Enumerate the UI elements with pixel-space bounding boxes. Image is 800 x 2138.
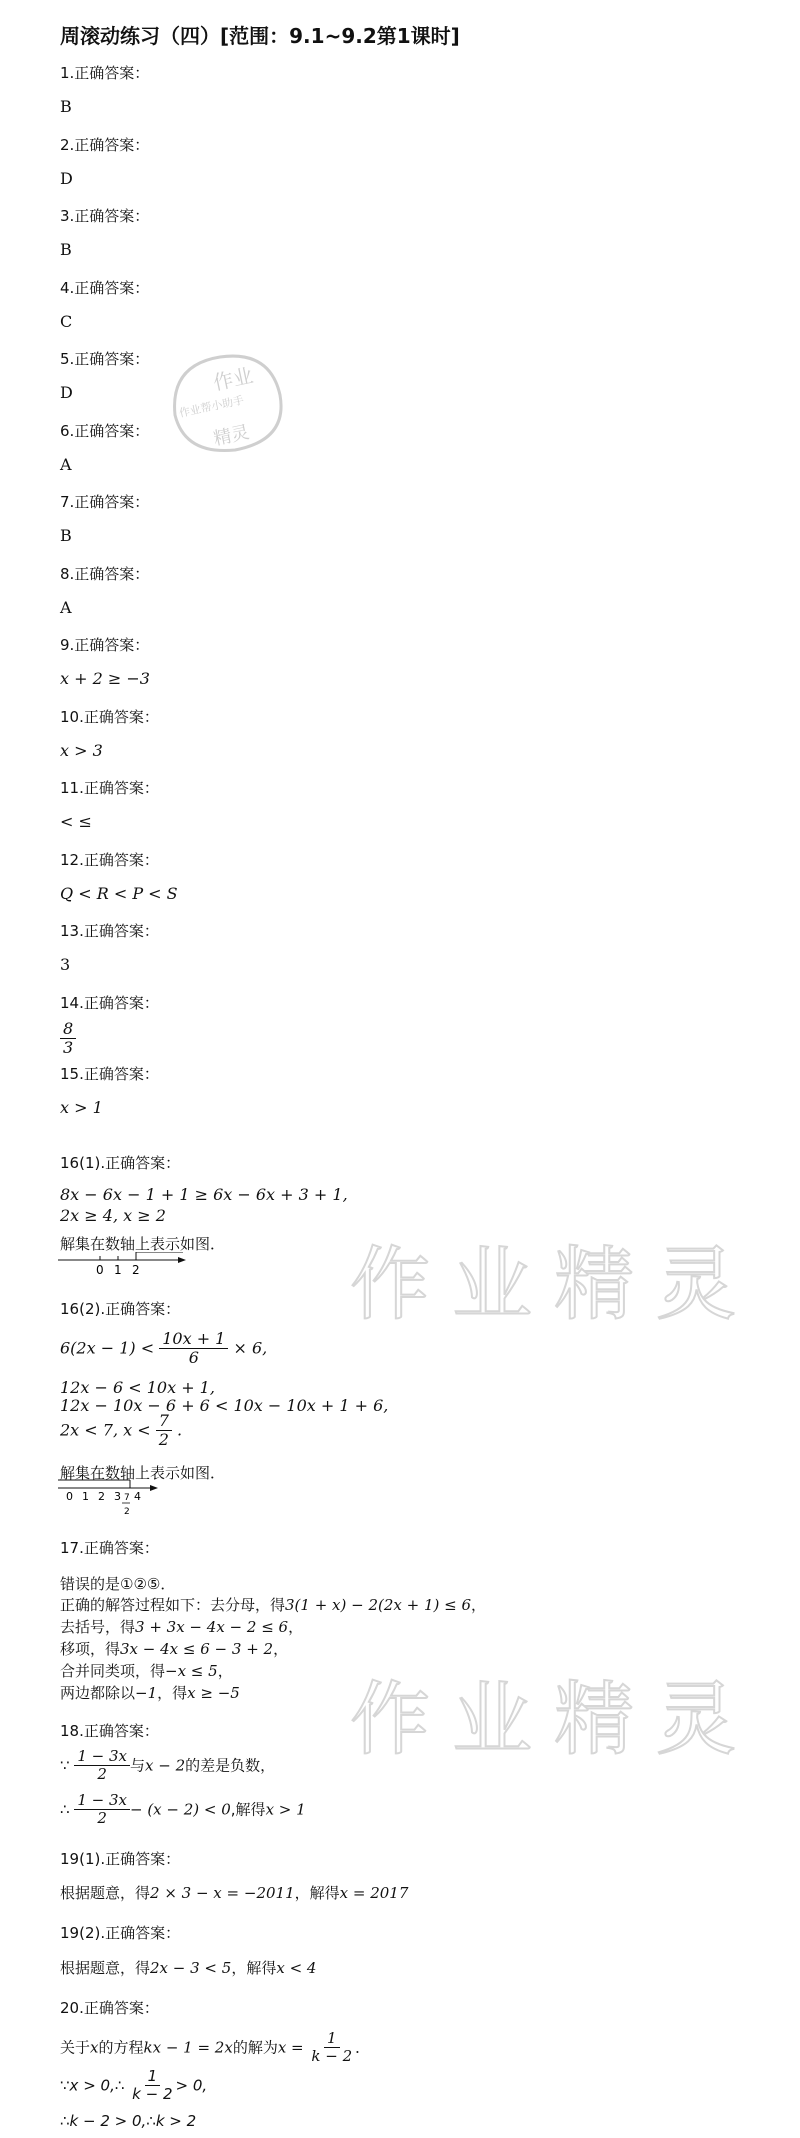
q20-f-num: 1 <box>324 2030 340 2048</box>
q7-answer: B <box>60 526 72 545</box>
number-line-16-1 <box>58 1252 188 1278</box>
q19-2-math1: 2x − 3 < 5 <box>150 1959 232 1977</box>
q20-line2 <box>60 2068 207 2104</box>
q20-t3: 的解为 <box>232 2038 278 2057</box>
q20-line3: ∴k − 2 > 0,∴k > 2 <box>60 2112 197 2130</box>
q8-label: 8.正确答案： <box>60 564 150 583</box>
q18-l1-frac <box>74 1748 130 1784</box>
q10-label: 10.正确答案： <box>60 707 159 726</box>
q17-l4-end: ， <box>273 1640 289 1658</box>
q14-answer <box>60 1020 76 1058</box>
q19-1-label: 19(1).正确答案： <box>60 1850 181 1868</box>
q16-2-l4-post: . <box>177 1420 183 1440</box>
q20-l2-num: 1 <box>145 2068 161 2086</box>
q17-line2 <box>60 1594 486 1615</box>
q17-l4-text: 移项，得 <box>60 1640 121 1658</box>
q1-answer: B <box>60 97 72 116</box>
q17-l6-text: 两边都除以 <box>60 1684 136 1702</box>
q16-2-l4-frac <box>156 1412 172 1450</box>
q14-answer-den: 3 <box>63 1037 74 1057</box>
axis16-1-tick-0: 0 <box>96 1263 104 1277</box>
q3-answer: B <box>60 240 72 259</box>
q20-t1: 关于 <box>60 2038 91 2057</box>
q12-label: 12.正确答案： <box>60 850 159 869</box>
q15-answer: x > 1 <box>60 1098 103 1117</box>
q20-m1: x <box>90 2038 99 2057</box>
q18-l2-num: 1 − 3x <box>74 1792 130 1810</box>
q17-l6-text2: ，得 <box>157 1684 188 1702</box>
q17-line3 <box>60 1616 303 1637</box>
q19-1-line <box>60 1882 408 1903</box>
q16-2-l4-num: 7 <box>156 1412 172 1431</box>
q19-2-math2: x < 4 <box>276 1959 317 1977</box>
q20-line1 <box>60 2030 370 2066</box>
q17-line4 <box>60 1638 288 1659</box>
q16-2-l1-frac <box>159 1330 228 1368</box>
q15-label: 15.正确答案： <box>60 1065 159 1083</box>
q20-l2-post: > 0, <box>175 2076 208 2095</box>
q19-2-label: 19(2).正确答案： <box>60 1924 181 1942</box>
stamp-bottom-text: 精灵 <box>211 421 252 450</box>
number-line-16-2 <box>58 1478 168 1518</box>
q20-f-den: k − 2 <box>311 2047 353 2066</box>
q11-answer: < ≤ <box>60 812 92 831</box>
q14-answer-fraction <box>60 1020 76 1058</box>
q2-label: 2.正确答案： <box>60 135 150 154</box>
q12-answer: Q < R < P < S <box>60 883 178 903</box>
axis16-2-mark-num: 7 <box>124 1493 130 1503</box>
q16-2-l1-den: 6 <box>188 1348 199 1368</box>
q16-2-l4-den: 2 <box>158 1430 169 1450</box>
axis16-2-tick-0: 0 <box>66 1490 73 1503</box>
q19-2-text2: ，解得 <box>231 1959 277 1977</box>
watermark-text-2: 作业精灵 <box>350 1673 758 1766</box>
q17-l2-math: 3(1 + x) − 2(2x + 1) ≤ 6 <box>285 1596 472 1614</box>
q5-answer: D <box>60 383 73 402</box>
q14-answer-num: 8 <box>60 1020 76 1039</box>
q16-2-l1-pre: 6(2x − 1) < <box>60 1338 155 1358</box>
q18-l1-math: x − 2 <box>145 1756 186 1775</box>
q17-label: 17.正确答案： <box>60 1539 159 1557</box>
axis16-2-tick-1: 1 <box>82 1490 89 1503</box>
q17-l3-math: 3 + 3x − 4x − 2 ≤ 6 <box>135 1618 289 1636</box>
q20-t4: ． <box>355 2038 371 2057</box>
q6-answer: A <box>60 454 72 474</box>
q18-line2 <box>60 1792 306 1828</box>
q18-label: 18.正确答案： <box>60 1722 159 1740</box>
axis16-2-mark-den: 2 <box>124 1507 130 1517</box>
q17-l2-end: ， <box>471 1596 487 1614</box>
q17-l3-text: 去括号，得 <box>60 1618 136 1636</box>
q14-label: 14.正确答案： <box>60 993 159 1012</box>
q19-1-math2: x = 2017 <box>339 1884 409 1902</box>
q16-1-line3: 解集在数轴上表示如图． <box>60 1235 226 1253</box>
q9-label: 9.正确答案： <box>60 636 150 654</box>
q17-line6 <box>60 1682 240 1703</box>
q19-1-text1: 根据题意，得 <box>60 1884 151 1902</box>
q16-2-line5: 解集在数轴上表示如图． <box>60 1464 226 1482</box>
q20-l2-den: k − 2 <box>132 2085 173 2104</box>
q17-l3-end: ， <box>288 1618 304 1636</box>
watermark-text-1: 作业精灵 <box>350 1238 758 1331</box>
q20-m2: kx − 1 = 2x <box>143 2038 233 2057</box>
q18-l1-den: 2 <box>97 1765 107 1784</box>
q19-1-text2: ，解得 <box>294 1884 340 1902</box>
q16-1-label: 16(1).正确答案： <box>60 1154 181 1172</box>
q4-answer: C <box>60 311 73 331</box>
q17-l2-text: 正确的解答过程如下：去分母，得 <box>60 1596 286 1614</box>
axis16-1-tick-2: 2 <box>132 1263 140 1277</box>
q2-answer: D <box>60 168 73 188</box>
axis16-2-tick-2: 2 <box>98 1490 105 1503</box>
q17-l5-text: 合并同类项，得 <box>60 1662 166 1680</box>
axis16-2-tick-4: 4 <box>134 1490 141 1503</box>
axis16-1-tick-1: 1 <box>114 1263 122 1277</box>
q6-label: 6.正确答案： <box>60 421 150 440</box>
q10-answer: x > 3 <box>60 740 103 760</box>
q17-l6-math: −1 <box>135 1684 158 1702</box>
q17-l4-math: 3x − 4x ≤ 6 − 3 + 2 <box>120 1640 274 1658</box>
page-title: 周滚动练习（四）[范围：9.1~9.2第1课时] <box>60 24 460 48</box>
q18-line1 <box>60 1748 275 1784</box>
q3-label: 3.正确答案： <box>60 207 150 225</box>
q19-2-line <box>60 1957 316 1978</box>
q9-answer: x + 2 ≥ −3 <box>60 669 150 688</box>
q16-2-l1-num: 10x + 1 <box>159 1330 228 1349</box>
q19-2-text1: 根据题意，得 <box>60 1959 151 1977</box>
q18-l2-math: − (x − 2) < 0 <box>129 1800 231 1819</box>
q16-2-line1 <box>60 1330 267 1368</box>
q18-l2-math2: x > 1 <box>265 1800 306 1819</box>
q13-label: 13.正确答案： <box>60 922 159 940</box>
q16-2-label: 16(2).正确答案： <box>60 1300 181 1318</box>
q20-l2-frac <box>129 2068 175 2104</box>
q11-label: 11.正确答案： <box>60 779 159 797</box>
q18-l1-text2: 的差是负数， <box>185 1756 276 1775</box>
q16-2-line4 <box>60 1412 182 1450</box>
stamp-mid-text: 作业帮小助手 <box>177 393 246 420</box>
q20-m3: x = <box>277 2038 304 2057</box>
q4-label: 4.正确答案： <box>60 278 150 297</box>
q16-1-line1: 8x − 6x − 1 + 1 ≥ 6x − 6x + 3 + 1, <box>60 1185 348 1204</box>
q19-1-math1: 2 × 3 − x = −2011 <box>150 1884 295 1902</box>
q18-l1-text: 与 <box>129 1756 145 1775</box>
q16-1-line2: 2x ≥ 4, x ≥ 2 <box>60 1206 166 1225</box>
q20-l2-pre: ∵x > 0,∴ <box>60 2076 125 2095</box>
q16-2-l4-pre: 2x < 7, x < <box>60 1420 151 1440</box>
stamp-watermark <box>160 345 290 460</box>
q8-answer: A <box>60 597 72 617</box>
q20-t2: 的方程 <box>98 2038 144 2057</box>
q18-l1-sym: ∵ <box>60 1756 70 1775</box>
q17-line1: 错误的是①②⑤． <box>60 1575 176 1593</box>
q16-2-line3: 12x − 10x − 6 + 6 < 10x − 10x + 1 + 6, <box>60 1396 389 1415</box>
q5-label: 5.正确答案： <box>60 350 150 368</box>
q16-2-line2: 12x − 6 < 10x + 1, <box>60 1378 215 1397</box>
q18-l1-num: 1 − 3x <box>74 1748 130 1766</box>
q18-l2-frac <box>74 1792 130 1828</box>
axis16-2-tick-3: 3 <box>114 1490 121 1503</box>
q17-line5 <box>60 1660 233 1681</box>
q7-label: 7.正确答案： <box>60 493 150 511</box>
q1-label: 1.正确答案： <box>60 64 150 82</box>
stamp-top-text: 作业 <box>211 363 256 395</box>
q18-l2-sym: ∴ <box>60 1800 70 1819</box>
q18-l2-text: ,解得 <box>230 1800 266 1819</box>
q13-answer: 3 <box>60 955 71 974</box>
q20-frac <box>308 2030 355 2066</box>
q16-2-l1-post: × 6, <box>233 1338 268 1358</box>
q18-l2-den: 2 <box>97 1809 107 1828</box>
q20-label: 20.正确答案： <box>60 1999 159 2017</box>
q17-l5-math: −x ≤ 5 <box>165 1662 218 1680</box>
q17-l6-math2: x ≥ −5 <box>187 1684 240 1702</box>
q17-l5-end: ， <box>217 1662 233 1680</box>
